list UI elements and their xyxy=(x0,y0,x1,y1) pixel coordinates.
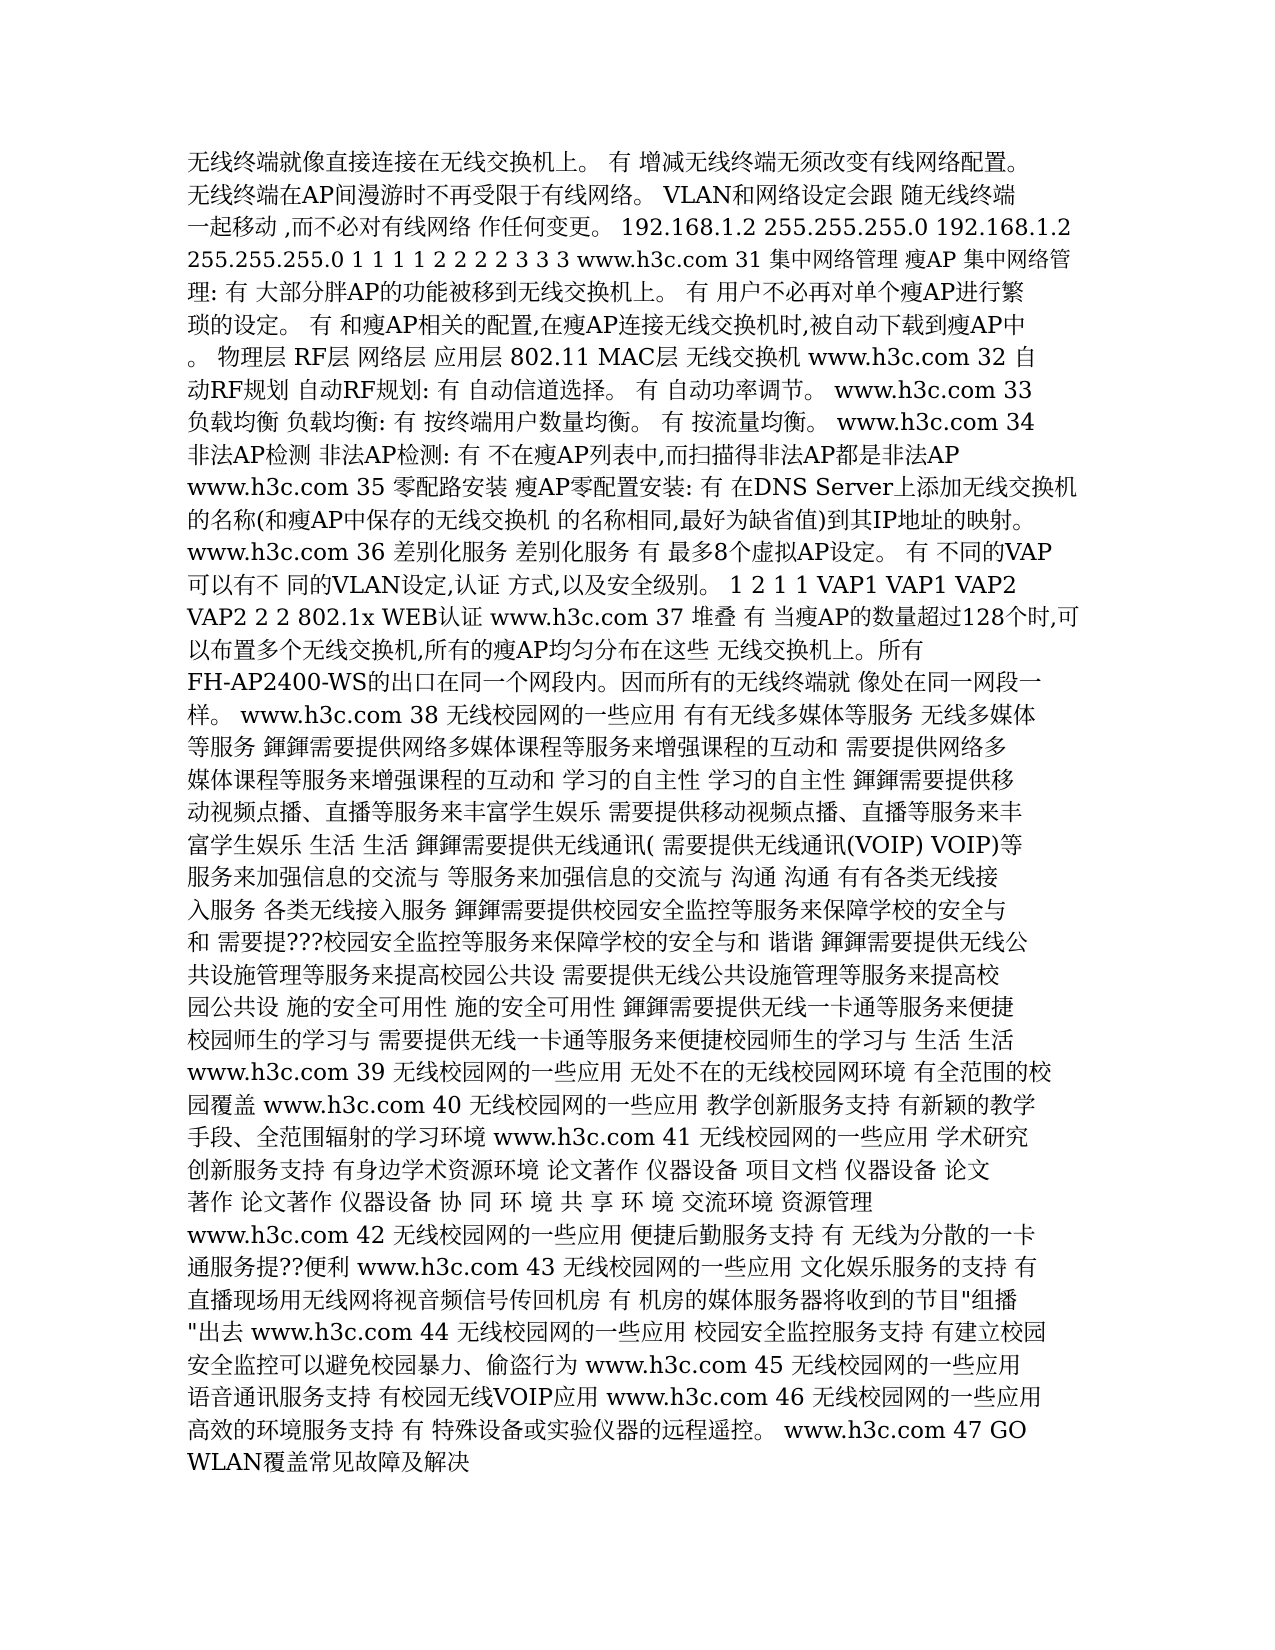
text-line: 琐的设定。 有 和瘦AP相关的配置,在瘦AP连接无线交换机时,被自动下载到瘦AP中 xyxy=(187,312,1026,339)
text-line: www.h3c.com 36 差别化服务 差别化服务 有 最多8个虚拟AP设定。 有 不同的VAP xyxy=(187,540,1053,566)
text-line: 等服务 鍕鍕需要提供网络多媒体课程等服务来增强课程的互动和 需要提供网络多 xyxy=(187,735,1007,761)
text-line: 服务来加强信息的交流与 等服务来加强信息的交流与 沟通 沟通 有有各类无线接 xyxy=(187,865,999,891)
text-line: 富学生娱乐 生活 生活 鍕鍕需要提供无线通讯( 需要提供无线通讯(VOIP) VOIP)等 xyxy=(187,832,1023,859)
text-line: 直播现场用无线网将视音频信号传回机房 有 机房的媒体服务器将收到的节目"组播 xyxy=(187,1287,1018,1314)
text-line: 媒体课程等服务来增强课程的互动和 学习的自主性 学习的自主性 鍕鍕需要提供移 xyxy=(187,767,1014,794)
text-line: 非法AP检测 非法AP检测: 有 不在瘦AP列表中,而扫描得非法AP都是非法AP xyxy=(187,442,960,469)
body-text xyxy=(187,147,1087,1480)
text-line: 无线终端在AP间漫游时不再受限于有线网络。 VLAN和网络设定会跟 随无线终端 xyxy=(187,182,1016,209)
text-line: 。 物理层 RF层 网络层 应用层 802.11 MAC层 无线交换机 www.h3c.com 32 自 xyxy=(187,345,1037,371)
text-line: 动RF规划 自动RF规划: 有 自动信道选择。 有 自动功率调节。 www.h3c.com 33 xyxy=(187,377,1033,404)
text-line: FH-AP2400-WS的出口在同一个网段内。因而所有的无线终端就 像处在同一网段一 xyxy=(187,670,1042,696)
text-line: 共设施管理等服务来提高校园公共设 需要提供无线公共设施管理等服务来提高校 xyxy=(187,962,1000,989)
text-line: 的名称(和瘦AP中保存的无线交换机 的名称相同,最好为缺省值)到其IP地址的映射。 xyxy=(187,507,1036,534)
text-line: 255.255.255.0 1 1 1 1 2 2 2 2 3 3 3 www.h3c.com 31 集中网络管理 瘦AP 集中网络管 xyxy=(187,247,1071,273)
text-line: 动视频点播、直播等服务来丰富学生娱乐 需要提供移动视频点播、直播等服务来丰 xyxy=(187,800,1023,826)
text-line: 语音通讯服务支持 有校园无线VOIP应用 www.h3c.com 46 无线校园网的一些应用 xyxy=(187,1385,1042,1411)
text-line: 可以有不 同的VLAN设定,认证 方式,以及安全级别。 1 2 1 1 VAP1 VAP1 VAP2 xyxy=(187,572,1017,599)
text-line: www.h3c.com 35 零配路安装 瘦AP零配置安装: 有 在DNS Server上添加无线交换机 xyxy=(187,475,1078,501)
text-line: www.h3c.com 42 无线校园网的一些应用 便捷后勤服务支持 有 无线为分散的一卡 xyxy=(187,1222,1036,1249)
text-line: 和 需要提???校园安全监控等服务来保障学校的安全与和 谐谐 鍕鍕需要提供无线公 xyxy=(187,930,1028,956)
text-line: 安全监控可以避免校园暴力、偷盗行为 www.h3c.com 45 无线校园网的一些应用 xyxy=(187,1352,1022,1379)
text-line: "出去 www.h3c.com 44 无线校园网的一些应用 校园安全监控服务支持 有建立校园 xyxy=(187,1320,1047,1346)
text-line: 校园师生的学习与 需要提供无线一卡通等服务来便捷校园师生的学习与 生活 生活 xyxy=(187,1027,1014,1054)
text-line: 园公共设 施的安全可用性 施的安全可用性 鍕鍕需要提供无线一卡通等服务来便捷 xyxy=(187,995,1014,1021)
text-line: 创新服务支持 有身边学术资源环境 论文著作 仪器设备 项目文档 仪器设备 论文 xyxy=(187,1157,990,1184)
text-line: 理: 有 大部分胖AP的功能被移到无线交换机上。 有 用户不必再对单个瘦AP进行繁 xyxy=(187,280,1025,306)
text-line: 无线终端就像直接连接在无线交换机上。 有 增减无线终端无须改变有线网络配置。 xyxy=(187,150,1030,176)
text-line: 手段、全范围辐射的学习环境 www.h3c.com 41 无线校园网的一些应用 学术研究 xyxy=(187,1125,1029,1151)
text-line: 著作 论文著作 仪器设备 协 同 环 境 共 享 环 境 交流环境 资源管理 xyxy=(187,1190,873,1216)
text-line: www.h3c.com 39 无线校园网的一些应用 无处不在的无线校园网环境 有全范围的校 xyxy=(187,1060,1052,1086)
text-line: 负载均衡 负载均衡: 有 按终端用户数量均衡。 有 按流量均衡。 www.h3c.com 34 xyxy=(187,410,1036,436)
text-line: VAP2 2 2 802.1x WEB认证 www.h3c.com 37 堆叠 有 当瘦AP的数量超过128个时,可 xyxy=(187,605,1080,631)
text-line: 以布置多个无线交换机,所有的瘦AP均匀分布在这些 无线交换机上。所有 xyxy=(187,637,924,664)
text-line: 一起移动 ,而不必对有线网络 作任何变更。 192.168.1.2 255.255.255.0 192.168.1.2 xyxy=(187,215,1072,241)
text-line: WLAN覆盖常见故障及解决 xyxy=(187,1450,470,1476)
text-line: 样。 www.h3c.com 38 无线校园网的一些应用 有有无线多媒体等服务 无线多媒体 xyxy=(187,702,1036,729)
text-line: 入服务 各类无线接入服务 鍕鍕需要提供校园安全监控等服务来保障学校的安全与 xyxy=(187,897,1007,924)
text-line: 园覆盖 www.h3c.com 40 无线校园网的一些应用 教学创新服务支持 有新颖的教学 xyxy=(187,1092,1036,1119)
text-line: 高效的环境服务支持 有 特殊设备或实验仪器的远程遥控。 www.h3c.com 47 GO xyxy=(187,1417,1027,1444)
text-line: 通服务提??便利 www.h3c.com 43 无线校园网的一些应用 文化娱乐服务的支持 有 xyxy=(187,1255,1038,1281)
